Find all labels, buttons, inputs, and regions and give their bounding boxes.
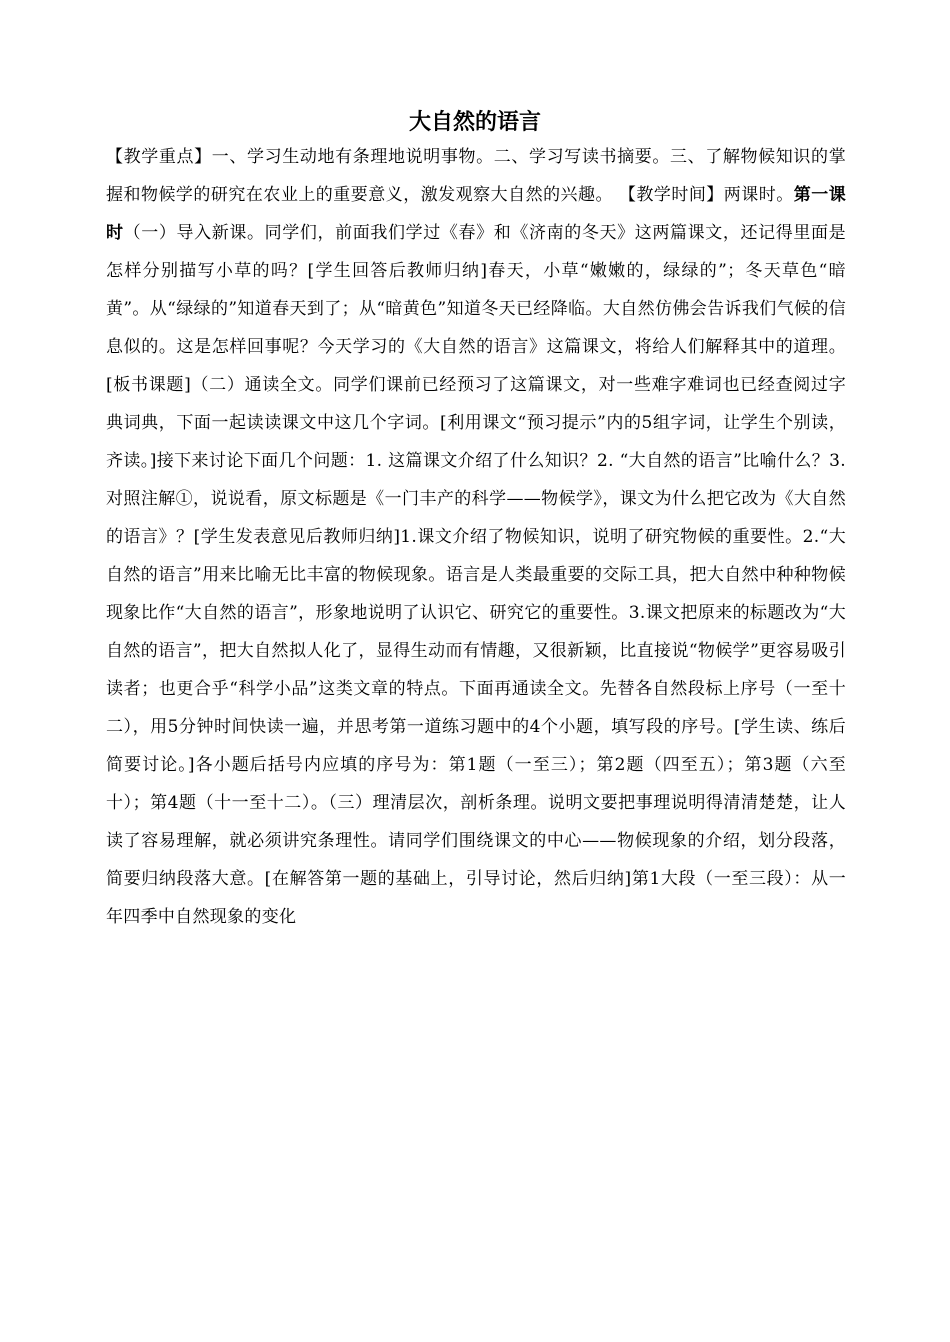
paragraph-text-part1: 【教学重点】一、学习生动地有条理地说明事物。二、学习写读书摘要。三、了解物候知识的掌握和物候学的研究在农业上的重要意义，激发观察大自然的兴趣。 【教学时间】两课时。 bbox=[106, 147, 846, 205]
document-title: 大自然的语言 bbox=[408, 110, 541, 135]
lesson-label: 第一课时 bbox=[106, 185, 847, 243]
paragraph-text-part2: （一）导入新课。同学们，前面我们学过《春》和《济南的冬天》这两篇课文，还记得里面是怎样分别描写小草的吗？[学生回答后教师归纳]春天，小草“嫩嫩的，绿绿的”；冬天草色“暗黄”。从“绿绿的”知道春天到了；从“暗黄色”知道冬天已经降临。大自然仿佛会告诉我们气候的信息似的。这是怎样回事呢？今天学习的《大自然的语言》这篇课文，将给人们解释其中的道理。[板书课题]（二）通读全文。同学们课前已经预习了这篇课文，对一些难字难词也已经查阅过字典词典，下面一起读读课文中这几个字词。[利用课文“预习提示”内的5组字词，让学生个别读，齐读。]接下来讨论下面几个问题：1. 这篇课文介绍了什么知识？2. “大自然的语言”比喻什么？3. 对照注解①，说说看，原文标题是《一门丰产的科学——物候学》，课文为什么把它改为《大自然的语言》？[学生发表意见后教师归纳]1.课文介绍了物候知识，说明了研究物候的重要性。2.“大自然的语言”用来比喻无比丰富的物候现象。语言是人类最重要的交际工具，把大自然中种种物候现象比作“大自然的语言”，形象地说明了认识它、研究它的重要性。3.课文把原来的标题改为“大自然的语言”，把大自然拟人化了，显得生动而有情趣，又很新颖，比直接说“物候学”更容易吸引读者；也更合乎“科学小品”这类文章的特点。下面再通读全文。先替各自然段标上序号（一至十二），用5分钟时间快读一遍，并思考第一道练习题中的4个小题，填写段的序号。[学生读、练后简要讨论。]各小题后括号内应填的序号为：第1题（一至三）；第2题（四至五）；第3题（六至十）；第4题（十一至十二）。（三）理清层次，剖析条理。说明文要把事理说明得清清楚楚，让人读了容易理解，就必须讲究条理性。请同学们围绕课文的中心——物候现象的介绍，划分段落，简要归纳段落大意。[在解答第一题的基础上，引导讨论，然后归纳]第1大段（一至三段）：从一年四季中自然现象的变化 bbox=[106, 223, 846, 927]
body-paragraph bbox=[106, 138, 846, 936]
